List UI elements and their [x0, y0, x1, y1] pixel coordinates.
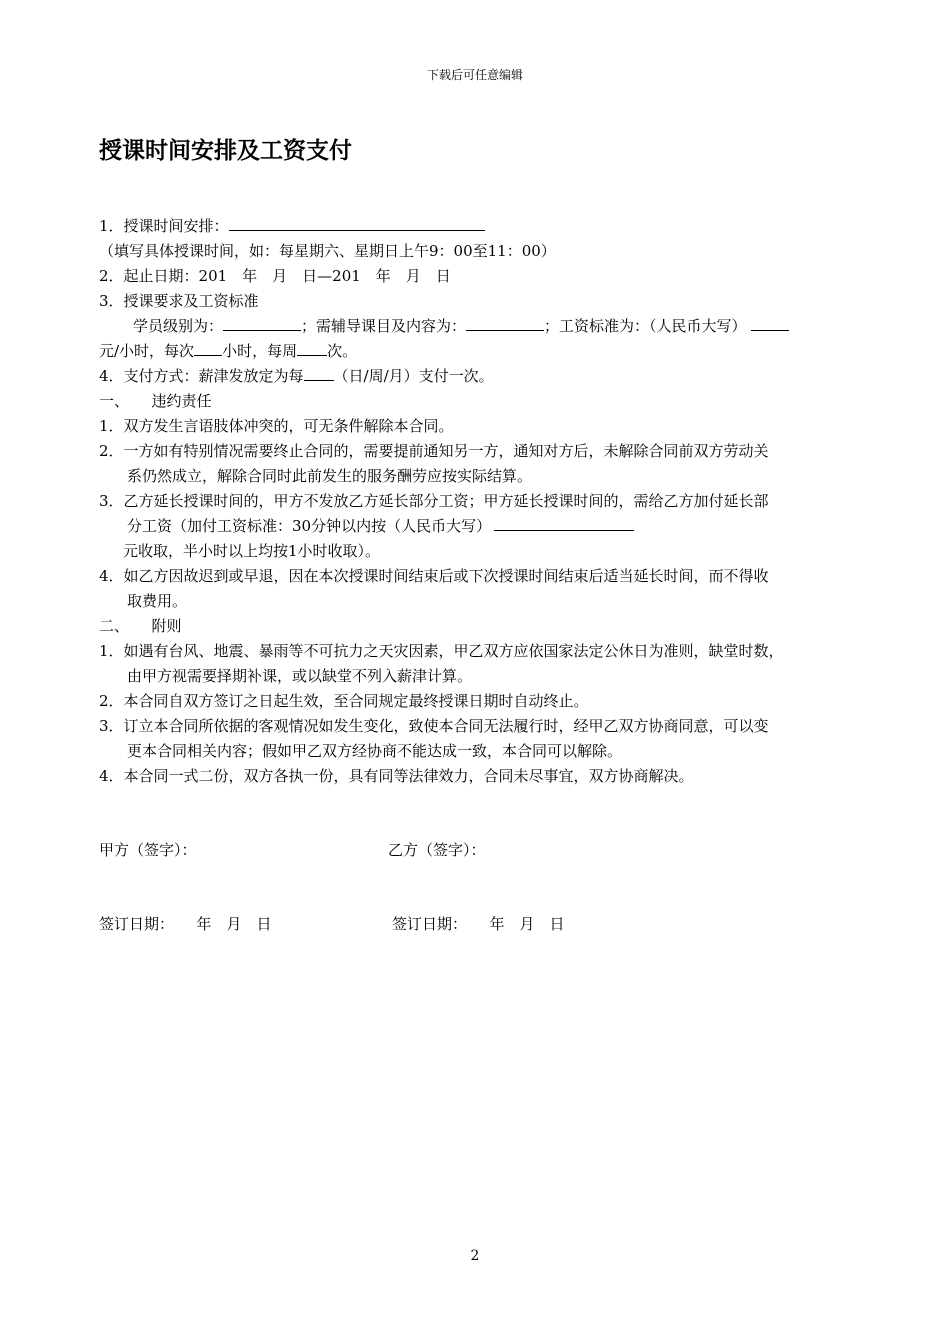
- subject-label: ；需辅导课目及内容为：: [301, 317, 467, 335]
- liability-item-1: 1．双方发生言语肢体冲突的，可无条件解除本合同。: [99, 417, 454, 435]
- times-label: 次。: [327, 342, 358, 360]
- schedule-blank[interactable]: [229, 229, 485, 231]
- level-label: 学员级别为：: [133, 317, 224, 335]
- payment-line: [99, 365, 494, 386]
- requirements-line: [133, 315, 789, 336]
- overtime-blank[interactable]: [494, 529, 634, 531]
- hours-per-blank[interactable]: [194, 354, 222, 356]
- page-number: 2: [470, 1248, 480, 1264]
- appendix-item-1: 1．如遇有台风、地震、暴雨等不可抗力之天灾因素，甲乙双方应依国家法定公休日为准则，缺堂时数，: [99, 642, 784, 660]
- appendix-item-4: 4．本合同一式二份，双方各执一份，具有同等法律效力，合同未尽事宜，双方协商解决。: [99, 767, 694, 785]
- liability-item-3-cont: [127, 515, 634, 536]
- appendix-item-3: 3．订立本合同所依据的客观情况如发生变化，致使本合同无法履行时，经甲乙双方协商同意，可以变: [99, 717, 769, 735]
- schedule-hint: （填写具体授课时间，如：每星期六、星期日上午9：00至11：00）: [99, 242, 556, 260]
- schedule-label: 1．授课时间安排：: [99, 217, 229, 235]
- hours-line: [99, 340, 357, 361]
- wage-label: ；工资标准为：（人民币大写）: [544, 317, 747, 335]
- subject-blank[interactable]: [466, 329, 544, 331]
- liability-item-2: 2．一方如有特别情况需要终止合同的，需要提前通知另一方，通知对方后，未解除合同前双方劳动关: [99, 442, 769, 460]
- payment-label: 4．支付方式：薪津发放定为每: [99, 367, 304, 385]
- page-header: 下载后可任意编辑: [426, 68, 523, 82]
- date-range-line: 2．起止日期：201 年 月 日—201 年 月 日: [99, 267, 451, 285]
- level-blank[interactable]: [223, 329, 301, 331]
- schedule-line: [99, 215, 485, 236]
- liability-item-3-end: 元收取，半小时以上均按1小时收取）。: [123, 542, 381, 560]
- liability-item-2-cont: 系仍然成立，解除合同时此前发生的服务酬劳应按实际结算。: [127, 467, 533, 485]
- party-b-date: 签订日期： 年 月 日: [392, 915, 565, 933]
- liability-item-4-cont: 取费用。: [127, 592, 188, 610]
- liability-item-4: 4．如乙方因故迟到或早退，因在本次授课时间结束后或下次授课时间结束后适当延长时间，而不得收: [99, 567, 769, 585]
- weekly-label: 小时，每周: [222, 342, 298, 360]
- page-title: 授课时间安排及工资支付: [99, 138, 352, 164]
- appendix-item-3-cont: 更本合同相关内容；假如甲乙双方经协商不能达成一致，本合同可以解除。: [127, 742, 623, 760]
- appendix-item-1-cont: 由甲方视需要择期补课，或以缺堂不列入薪津计算。: [127, 667, 473, 685]
- requirements-heading: 3．授课要求及工资标准: [99, 292, 259, 310]
- section-heading-liability: 一、 违约责任: [99, 392, 212, 410]
- weekly-blank[interactable]: [297, 354, 327, 356]
- liability-item-3: 3．乙方延长授课时间的，甲方不发放乙方延长部分工资；甲方延长授课时间的，需给乙方加付延长部: [99, 492, 769, 510]
- overtime-label: 分工资（加付工资标准：30分钟以内按（人民币大写）: [127, 517, 492, 535]
- payment-blank[interactable]: [304, 379, 334, 381]
- payment-suffix: （日/周/月）支付一次。: [333, 367, 494, 385]
- wage-blank[interactable]: [751, 329, 789, 331]
- appendix-item-2: 2．本合同自双方签订之日起生效，至合同规定最终授课日期时自动终止。: [99, 692, 589, 710]
- section-heading-appendix: 二、 附则: [99, 617, 182, 635]
- party-a-date: 签订日期： 年 月 日: [99, 915, 272, 933]
- party-a-signature: 甲方（签字）：: [99, 841, 197, 859]
- party-b-signature: 乙方（签字）：: [388, 841, 486, 859]
- hours-per-label: 元/小时，每次: [99, 342, 195, 360]
